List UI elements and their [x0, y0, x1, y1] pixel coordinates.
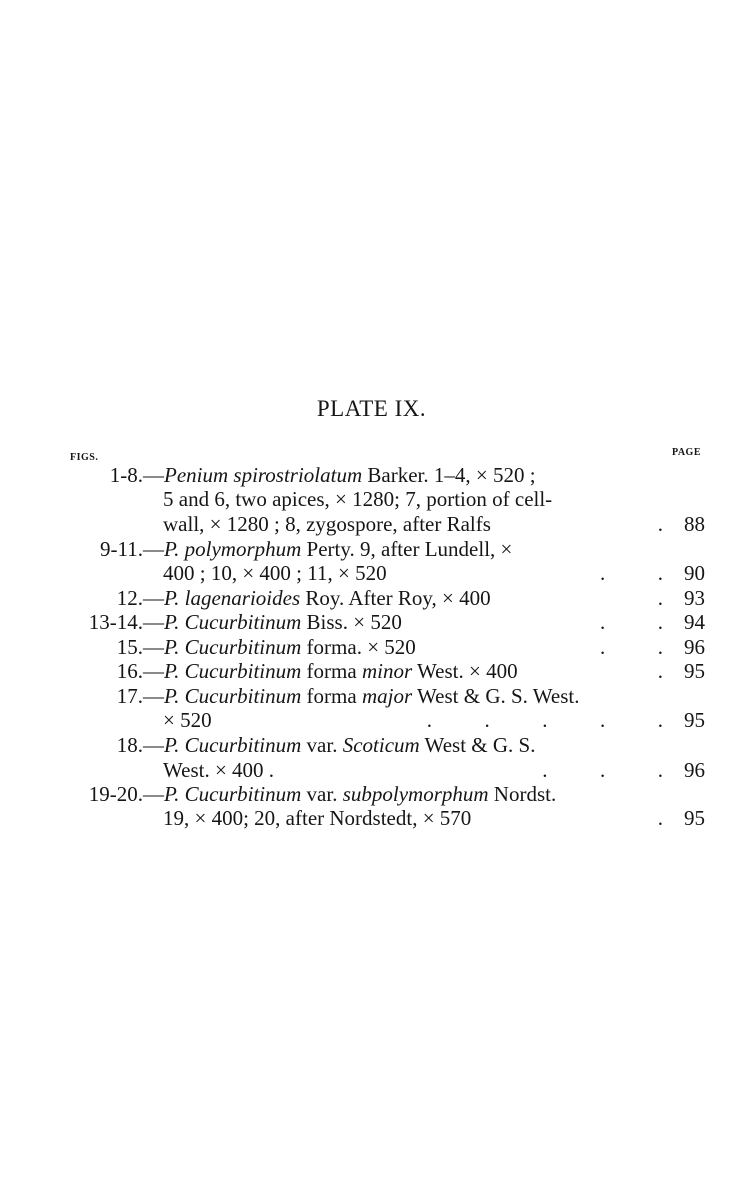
entry-segment: — — [143, 610, 164, 634]
entry-segment: West & G. S. West. — [412, 684, 580, 708]
entry-segment: West. × 400 — [412, 659, 518, 683]
entry-line — [0, 487, 743, 512]
entry-segment: — — [143, 463, 164, 487]
leader-dots: . . — [600, 610, 663, 634]
figure-number: 18. — [116, 733, 143, 757]
page-number: 96 — [684, 758, 705, 782]
page-number: 93 — [684, 586, 705, 610]
entry-segment: Roy. After Roy, × 400 — [300, 586, 491, 610]
entry-segment: 400 ; 10, × 400 ; 11, × 520 — [163, 561, 387, 585]
figure-number: 16. — [116, 659, 143, 683]
entry-segment: — — [143, 733, 164, 757]
entry-segment: forma — [301, 659, 362, 683]
taxon-name: P. Cucurbitinum — [164, 635, 302, 659]
entry-line — [0, 708, 743, 733]
entry-text — [143, 635, 416, 660]
leader-dots: . . — [600, 561, 663, 585]
entry-text — [163, 512, 491, 537]
figure-number: 19-20. — [88, 782, 143, 806]
figure-number: 13-14. — [88, 610, 143, 634]
entry-line — [0, 659, 743, 684]
entry-segment: Biss. × 520 — [301, 610, 402, 634]
entry-segment: wall, × 1280 ; 8, zygospore, after Ralfs — [163, 512, 491, 536]
entry-text — [143, 733, 535, 758]
page-number: 96 — [684, 635, 705, 659]
entry-line — [0, 733, 743, 758]
entry-line — [0, 463, 743, 488]
entry-segment: 19, × 400; 20, after Nordstedt, × 570 — [163, 806, 472, 830]
taxon-name: minor — [361, 659, 413, 683]
figure-number: 1-8. — [109, 463, 143, 487]
entry-text — [143, 586, 491, 611]
entry-segment: forma. × 520 — [301, 635, 416, 659]
entry-line — [0, 512, 743, 537]
entry-text — [143, 659, 518, 684]
page-number: 90 — [684, 561, 705, 585]
leader-dots: . . . . . — [426, 708, 663, 732]
entry-text — [163, 487, 552, 512]
taxon-name: P. Cucurbitinum — [164, 610, 302, 634]
taxon-name: P. Cucurbitinum — [164, 782, 302, 806]
leader-dots: . . — [600, 635, 663, 659]
entry-line — [0, 758, 743, 783]
leader-dots: . — [657, 512, 663, 536]
entry-segment: West. × 400 . — [163, 758, 275, 782]
taxon-name: P. lagenarioides — [164, 586, 301, 610]
taxon-name: major — [361, 684, 413, 708]
entry-segment: var. — [301, 782, 343, 806]
entry-segment: — — [143, 635, 164, 659]
entry-line — [0, 586, 743, 611]
entry-line — [0, 610, 743, 635]
page-number: 95 — [684, 659, 705, 683]
entry-segment: West & G. S. — [419, 733, 536, 757]
entry-text — [143, 537, 512, 562]
entry-segment: 5 and 6, two apices, × 1280; 7, portion of cell- — [163, 487, 553, 511]
leader-dots: . — [657, 806, 663, 830]
page-number: 95 — [684, 806, 705, 830]
entry-segment: — — [143, 659, 164, 683]
entry-segment: — — [143, 684, 164, 708]
taxon-name: P. polymorphum — [164, 537, 302, 561]
figure-number: 12. — [116, 586, 143, 610]
entry-text — [143, 684, 580, 709]
entry-line — [0, 684, 743, 709]
taxon-name: P. Cucurbitinum — [164, 733, 302, 757]
figure-number: 9-11. — [100, 537, 143, 561]
taxon-name: P. Cucurbitinum — [164, 659, 302, 683]
entry-segment: — — [143, 586, 164, 610]
entry-text — [163, 561, 387, 586]
entry-line — [0, 537, 743, 562]
leader-dots: . — [657, 586, 663, 610]
entry-line — [0, 782, 743, 807]
entry-text — [143, 610, 402, 635]
page-header: PAGE — [671, 447, 701, 458]
taxon-name: subpolymorphum — [342, 782, 489, 806]
entry-text — [163, 758, 274, 783]
entry-segment: — — [143, 537, 164, 561]
figure-number: 15. — [116, 635, 143, 659]
entry-line — [0, 806, 743, 831]
entry-text — [143, 463, 536, 488]
entry-segment: Nordst. — [488, 782, 557, 806]
figure-number: 17. — [116, 684, 143, 708]
page-number: 88 — [684, 512, 705, 536]
entry-segment: forma — [301, 684, 362, 708]
entry-line — [0, 561, 743, 586]
taxon-name: P. Cucurbitinum — [164, 684, 302, 708]
entry-line — [0, 635, 743, 660]
entry-segment: — — [143, 782, 164, 806]
entry-segment: Barker. 1–4, × 520 ; — [362, 463, 536, 487]
entry-text — [163, 806, 471, 831]
entry-segment: Perty. 9, after Lundell, × — [301, 537, 513, 561]
page-number: 94 — [684, 610, 705, 634]
taxon-name: Scoticum — [342, 733, 420, 757]
leader-dots: . — [657, 659, 663, 683]
page-number: 95 — [684, 708, 705, 732]
leader-dots: . . . — [542, 758, 663, 782]
entry-text — [163, 708, 212, 733]
entry-segment: × 520 — [163, 708, 212, 732]
figs-header: FIGS. — [70, 452, 99, 463]
entry-text — [143, 782, 556, 807]
plate-title: PLATE IX. — [316, 396, 427, 421]
entry-segment: var. — [301, 733, 343, 757]
taxon-name: Penium spirostriolatum — [164, 463, 363, 487]
